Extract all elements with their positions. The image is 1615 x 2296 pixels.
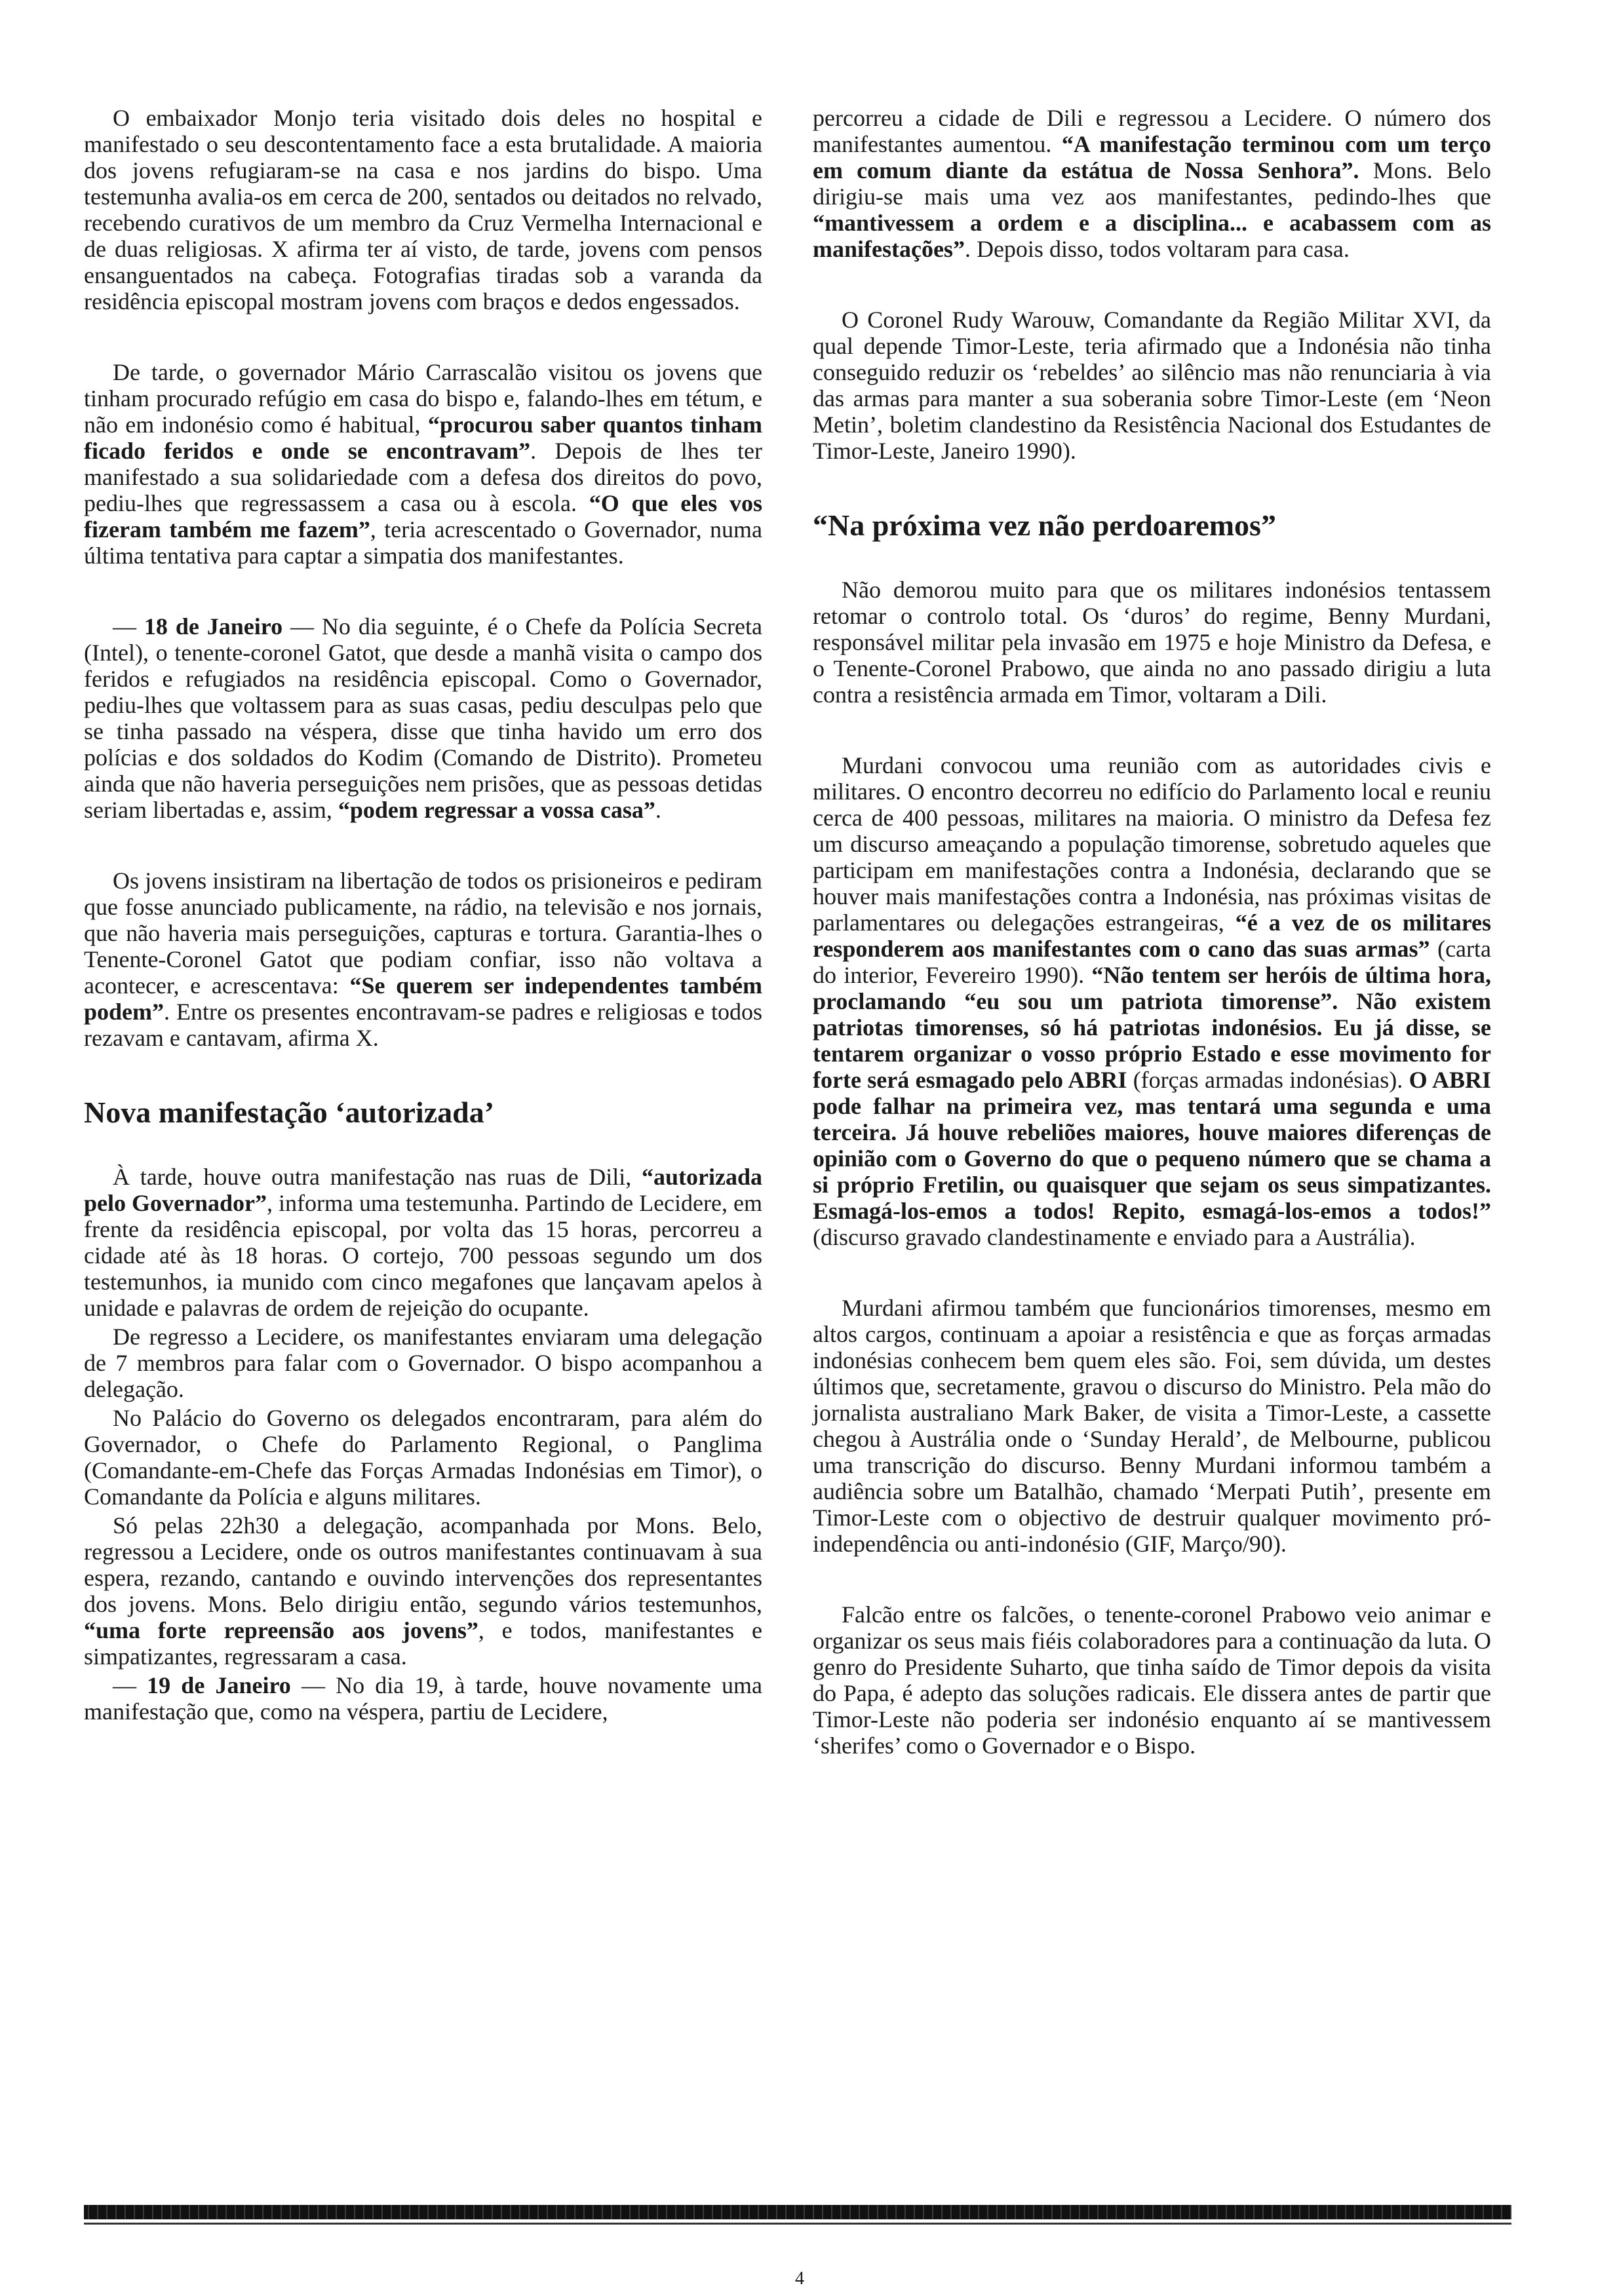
footer-rule-thin — [84, 2223, 1511, 2225]
paragraph: percorreu a cidade de Dili e regressou a Lecidere. O número dos manifestantes aumentou. “A manifestação terminou com um terço em comum diante da estátua de Nossa Senhora”. Mons. Belo dirigiu-se mais uma vez aos manifestantes, pedindo-lhes que “mantivessem a ordem e a disciplina... e acabassem com as manifestações”. Depois disso, todos voltaram para casa. — [813, 105, 1491, 262]
paragraph: Os jovens insistiram na libertação de todos os prisioneiros e pediram que fosse anunciado publicamente, na rádio, na televisão e nos jornais, que não haveria mais perseguições, capturas e tortura. Garantia-lhes o Tenente-Coronel Gatot que podiam confiar, isso não voltava a acontecer, e acrescentava: “Se querem ser independentes também podem”. Entre os presentes encontravam-se padres e religiosas e todos rezavam e cantavam, afirma X. — [84, 868, 762, 1051]
left-column — [84, 105, 762, 1727]
section-heading: “Na próxima vez não perdoaremos” — [813, 508, 1276, 542]
paragraph: De regresso a Lecidere, os manifestantes enviaram uma delegação de 7 membros para falar com o Governador. O bispo acompanhou a delegação. — [84, 1324, 762, 1402]
page-number: 4 — [795, 2268, 804, 2289]
right-column — [813, 105, 1491, 1803]
paragraph: Falcão entre os falcões, o tenente-coronel Prabowo veio animar e organizar os seus mais fiéis colaboradores para a continuação da luta. O genro do Presidente Suharto, que tinha saído de Timor depois da visita do Papa, é adepto das soluções radicais. Ele dissera antes de partir que Timor-Leste não poderia ser indonésio enquanto aí se mantivessem ‘sherifes’ como o Governador e o Bispo. — [813, 1601, 1491, 1759]
paragraph: De tarde, o governador Mário Carrascalão visitou os jovens que tinham procurado refúgio em casa do bispo e, falando-lhes em tétum, e não em indonésio como é habitual, “procurou saber quantos tinham ficado feridos e onde se encontravam”. Depois de lhes ter manifestado a sua solidariedade com a defesa dos direitos do povo, pediu-lhes que regressassem a casa ou à escola. “O que eles vos fizeram também me fazem”, teria acrescentado o Governador, numa última tentativa para captar a simpatia dos manifestantes. — [84, 359, 762, 569]
paragraph: — 18 de Janeiro — No dia seguinte, é o Chefe da Polícia Secreta (Intel), o tenente-coronel Gatot, que desde a manhã visita o campo dos feridos e refugiados na residência episcopal. Como o Governador, pediu-lhes que voltassem para as suas casas, pediu desculpas pelo que se tinha passado na véspera, disse que tinha havido um erro dos polícias e dos soldados do Kodim (Comando de Distrito). Prometeu ainda que não haveria perseguições nem prisões, que as pessoas detidas seriam libertadas e, assim, “podem regressar a vossa casa”. — [84, 613, 763, 823]
paragraph: O embaixador Monjo teria visitado dois deles no hospital e manifestado o seu descontentamento face a esta brutalidade. A maioria dos jovens refugiaram-se na casa e nos jardins do bispo. Uma testemunha avalia-os em cerca de 200, sentados ou deitados no relvado, recebendo curativos de um membro da Cruz Vermelha Internacional e de duas religiosas. X afirma ter aí visto, de tarde, jovens com pensos ensanguentados na cabeça. Fotografias tiradas sob a varanda da residência episcopal mostram jovens com braços e dedos engessados. — [84, 105, 762, 315]
paragraph: À tarde, houve outra manifestação nas ruas de Dili, “autorizada pelo Governador”, informa uma testemunha. Partindo de Lecidere, em frente da residência episcopal, por volta das 15 horas, percorreu a cidade até às 18 horas. O cortejo, 700 pessoas segundo um dos testemunhos, ia munido com cinco megafones que lançavam apelos à unidade e palavras de ordem de rejeição do ocupante. — [84, 1164, 762, 1321]
paragraph: Não demorou muito para que os militares indonésios tentassem retomar o controlo total. Os ‘duros’ do regime, Benny Murdani, responsável militar pela invasão em 1975 e hoje Ministro da Defesa, e o Tenente-Coronel Prabowo, que ainda no ano passado dirigiu a luta contra a resistência armada em Timor, voltaram a Dili. — [813, 577, 1491, 708]
footer-rule-thick — [84, 2205, 1511, 2219]
paragraph: Só pelas 22h30 a delegação, acompanhada por Mons. Belo, regressou a Lecidere, onde os outros manifestantes continuavam à sua espera, rezando, cantando e ouvindo intervenções dos representantes dos jovens. Mons. Belo dirigiu então, segundo vários testemunhos, “uma forte repreensão aos jovens”, e todos, manifestantes e simpatizantes, regressaram a casa. — [84, 1512, 762, 1670]
paragraph: O Coronel Rudy Warouw, Comandante da Região Militar XVI, da qual depende Timor-Leste, teria afirmado que a Indonésia não tinha conseguido reduzir os ‘rebeldes’ ao silêncio mas não renunciaria à via das armas para manter a sua soberania sobre Timor-Leste (em ‘Neon Metin’, boletim clandestino da Resistência Nacional dos Estudantes de Timor-Leste, Janeiro 1990). — [813, 307, 1491, 464]
paragraph: — 19 de Janeiro — No dia 19, à tarde, houve novamente uma manifestação que, como na véspera, partiu de Lecidere, — [84, 1672, 762, 1725]
paragraph: Murdani convocou uma reunião com as autoridades civis e militares. O encontro decorreu no edifício do Parlamento local e reuniu cerca de 400 pessoas, militares na maioria. O ministro da Defesa fez um discurso ameaçando a população timorense, sobretudo aqueles que participam em manifestações contra a Indonésia, declarando que se houver mais manifestações contra a Indonésia, nas próximas visitas de parlamentares ou delegações estrangeiras, “é a vez de os militares responderem aos manifestantes com o cano das suas armas” (carta do interior, Fevereiro 1990). “Não tentem ser heróis de última hora, proclamando “eu sou um patriota timorense”. Não existem patriotas timorenses, só há patriotas indonésios. Eu já disse, se tentarem organizar o vosso próprio Estado e esse movimento for forte será esmagado pelo ABRI (forças armadas indonésias). O ABRI pode falhar na primeira vez, mas tentará uma segunda e uma terceira. Já houve rebeliões maiores, houve maiores diferenças de opinião com o Governo do que o pequeno número que se chama a si próprio Fretilin, ou quaisquer que sejam os seus simpatizantes. Esmagá-los-emos a todos! Repito, esmagá-los-emos a todos!” (discurso gravado clandestinamente e enviado para a Austrália). — [813, 752, 1492, 1250]
paragraph: Murdani afirmou também que funcionários timorenses, mesmo em altos cargos, continuam a apoiar a resistência e que as forças armadas indonésias conhecem bem quem eles são. Foi, sem dúvida, um destes últimos que, secretamente, gravou o discurso do Ministro. Pela mão do jornalista australiano Mark Baker, de visita a Timor-Leste, a cassette chegou à Austrália onde o ‘Sunday Herald’, de Melbourne, publicou uma transcrição do discurso. Benny Murdani informou também a audiência sobre um Batalhão, chamado ‘Merpati Putih’, presente em Timor-Leste com o objectivo de destruir qualquer movimento pró-independência ou anti-indonésio (GIF, Março/90). — [813, 1295, 1491, 1557]
paragraph: No Palácio do Governo os delegados encontraram, para além do Governador, o Chefe do Parlamento Regional, o Panglima (Comandante-em-Chefe das Forças Armadas Indonésias em Timor), o Comandante da Polícia e alguns militares. — [84, 1405, 762, 1510]
section-heading: Nova manifestação ‘autorizada’ — [84, 1096, 495, 1129]
